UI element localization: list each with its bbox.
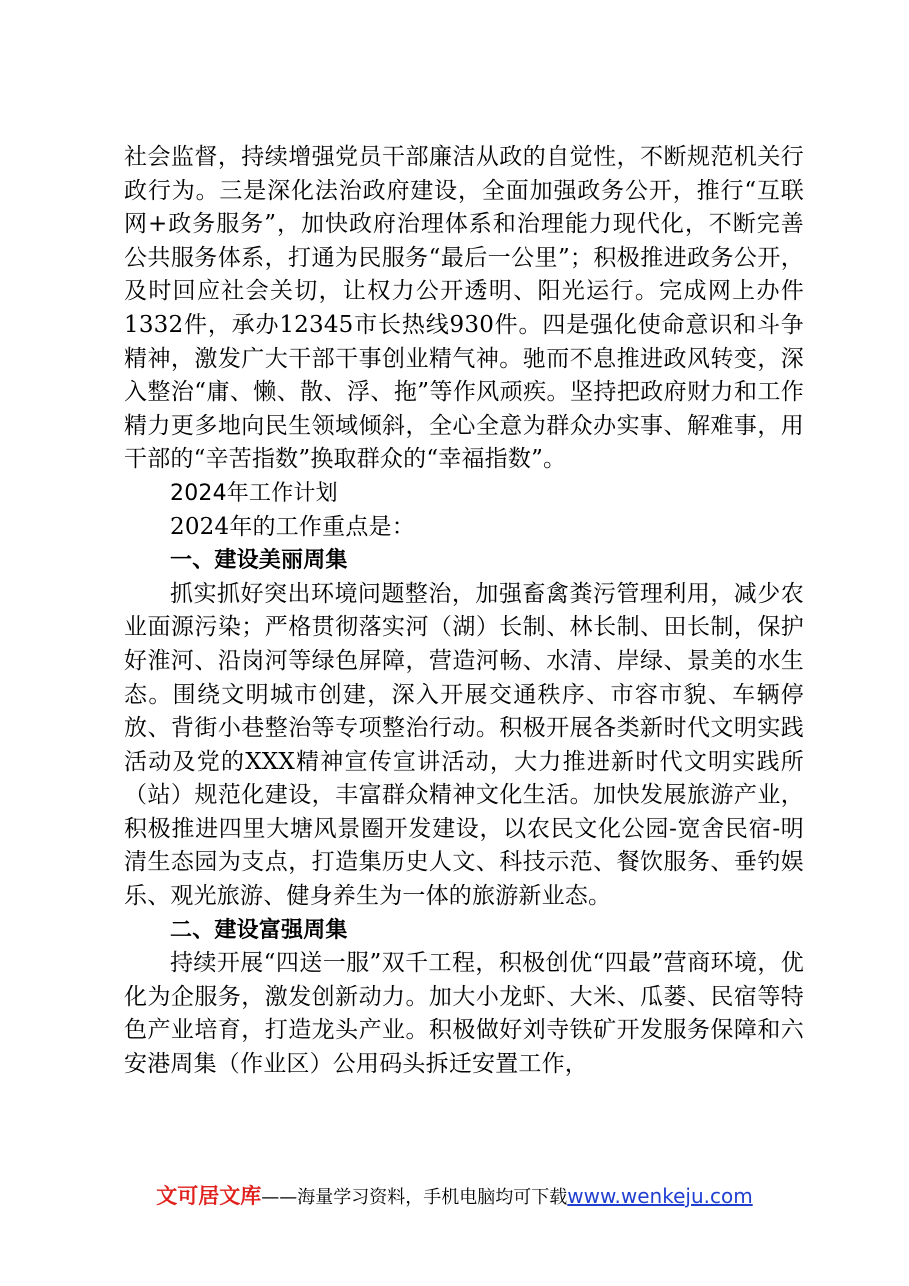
paragraph-prosperous-zhouji: 持续开展“四送一服”双千工程，积极创优“四最”营商环境，优化为企服务，激发创新动力。加大小龙虾、大米、瓜蒌、民宿等特色产业培育，打造龙头产业。积极做好刘寺铁矿开发服务保障和六安港周集（作业区）公用码头拆迁安置工作， — [124, 950, 804, 1078]
paragraph-intro: 2024年的工作重点是： — [170, 513, 415, 540]
document-body — [124, 141, 804, 1082]
footer-slogan: ——海量学习资料，手机电脑均可下载 — [261, 1187, 568, 1208]
paragraph-continuation: 社会监督，持续增强党员干部廉洁从政的自觉性，不断规范机关行政行为。三是深化法治政府建设，全面加强政务公开，推行“互联网+政务服务”，加快政府治理体系和治理能力现代化，不断完善公共服务体系，打通为民服务“最后一公里”；积极推进政务公开，及时回应社会关切，让权力公开透明、阳光运行。完成网上办件1332件，承办12345市长热线930件。四是强化使命意识和斗争精神，激发广大干部干事创业精气神。驰而不息推进政风转变，深入整治“庸、懒、散、浮、拖”等作风顽疾。坚持把政府财力和工作精力更多地向民生领域倾斜，全心全意为群众办实事、解难事，用干部的“辛苦指数”换取群众的“幸福指数”。 — [124, 144, 804, 473]
heading-prosperous-zhouji: 二、建设富强周集 — [170, 917, 348, 943]
heading-beautiful-zhouji: 一、建设美丽周集 — [170, 548, 348, 574]
footer-watermark — [0, 1182, 909, 1212]
footer-brand: 文可居文库 — [156, 1184, 262, 1208]
footer-site-link[interactable]: www.wenkeju.com — [567, 1184, 753, 1208]
section-title-work-plan: 2024年工作计划 — [170, 480, 338, 506]
paragraph-beautiful-zhouji: 抓实抓好突出环境问题整治，加强畜禽粪污管理利用，减少农业面源污染；严格贯彻落实河（湖）长制、林长制、田长制，保护好淮河、沿岗河等绿色屏障，营造河畅、水清、岸绿、景美的水生态。围绕文明城市创建，深入开展交通秩序、市容市貌、车辆停放、背街小巷整治等专项整治行动。积极开展各类新时代文明实践活动及党的XXX精神宣传宣讲活动，大力推进新时代文明实践所（站）规范化建设，丰富群众精神文化生活。加快发展旅游产业，积极推进四里大塘风景圈开发建设，以农民文化公园-宽舍民宿-明清生态园为支点，打造集历史人文、科技示范、餐饮服务、垂钓娱乐、观光旅游、健身养生为一体的旅游新业态。 — [124, 580, 804, 910]
